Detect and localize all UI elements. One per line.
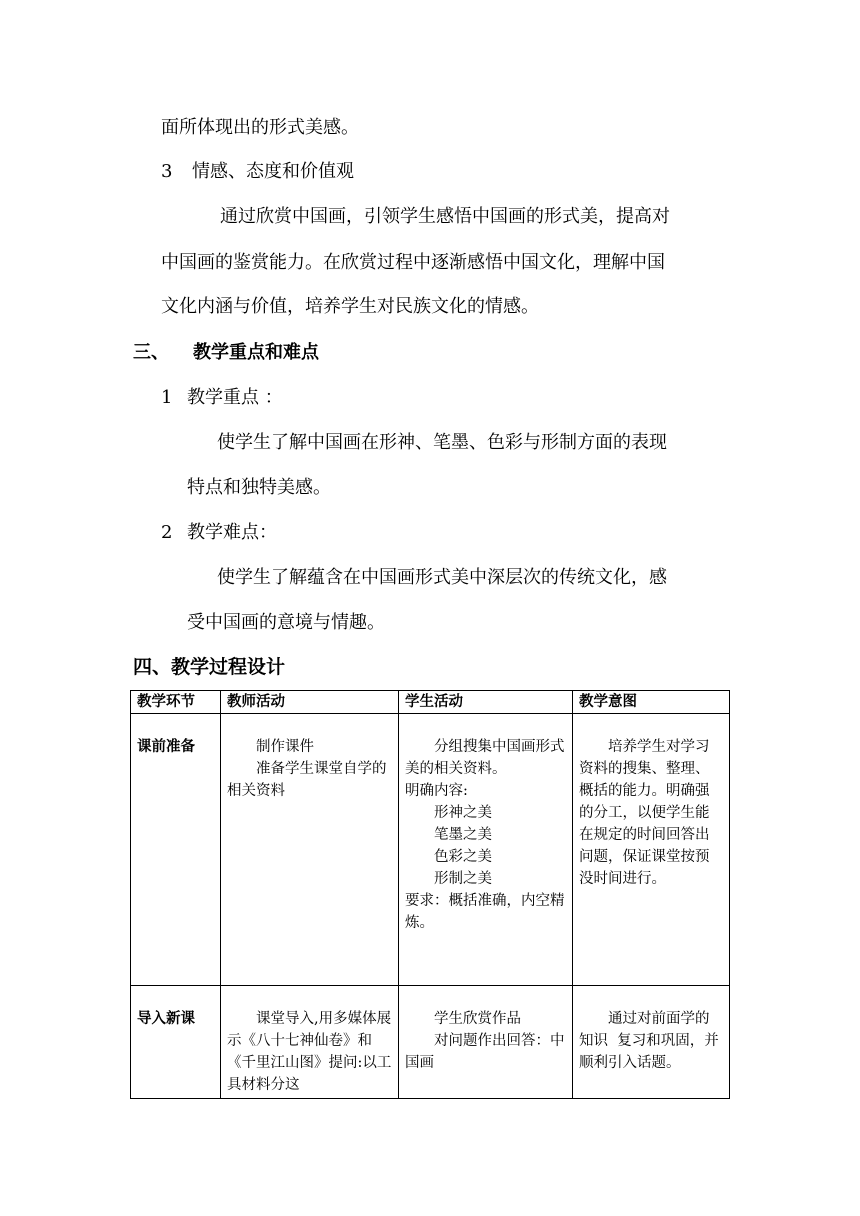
table-header-cell: 教师活动 xyxy=(221,691,399,714)
intent-cell: 培养学生对学习资料的搜集、整理、概括的能力。明确强的分工，以便学生能在规定的时间回答出问题，保证课堂按预没时间进行。 xyxy=(579,739,710,887)
section-heading: 教学重点和难点 xyxy=(193,342,319,363)
teacher-activity-cell: 课堂导入,用多媒体展示《八十七神仙卷》和《千里江山图》提问:以工具材料分这 xyxy=(227,1011,392,1093)
paragraph-text: 受中国画的意境与情趣。 xyxy=(187,612,385,633)
student-activity-cell: 分组搜集中国画形式美的相关资料。 明确内容: 形神之美 笔墨之美 色彩之美 形制之美 要求：概括准确，内空精炼。 xyxy=(405,739,565,931)
section-heading: 四、教学过程设计 xyxy=(133,656,286,678)
stage-cell: 课前准备 xyxy=(131,714,221,986)
intent-cell: 通过对前面学的知识 复习和巩固，并顺利引入话题。 xyxy=(579,1011,719,1071)
subsection-title: 情感、态度和价值观 xyxy=(192,161,354,182)
table-row xyxy=(131,714,730,986)
paragraph-text: 文化内涵与价值，培养学生对民族文化的情感。 xyxy=(161,296,539,317)
stage-cell: 导入新课 xyxy=(131,986,221,1099)
paragraph-text: 中国画的鉴赏能力。在欣赏过程中逐渐感悟中国文化，理解中国 xyxy=(161,252,665,273)
section-number: 三、 xyxy=(133,342,169,363)
subsection-title: 教学难点： xyxy=(187,522,277,543)
paragraph-text: 使学生了解中国画在形神、笔墨、色彩与形制方面的表现 xyxy=(217,432,667,453)
table-header-cell: 教学意图 xyxy=(573,691,730,714)
subsection-number: 3 xyxy=(161,161,173,182)
paragraph-text: 面所体现出的形式美感。 xyxy=(161,117,359,138)
student-activity-cell: 学生欣赏作品 对问题作出回答：中国画 xyxy=(405,1011,565,1071)
paragraph-text: 使学生了解蕴含在中国画形式美中深层次的传统文化，感 xyxy=(217,567,667,588)
subsection-number: 2 xyxy=(161,522,173,543)
table-header-cell: 学生活动 xyxy=(399,691,573,714)
teaching-process-table xyxy=(130,690,730,1099)
table-header-cell: 教学环节 xyxy=(131,691,221,714)
table-row xyxy=(131,986,730,1099)
subsection-number: 1 xyxy=(161,387,173,408)
paragraph-text: 特点和独特美感。 xyxy=(187,477,331,498)
paragraph-text: 通过欣赏中国画，引领学生感悟中国画的形式美，提高对 xyxy=(220,206,670,227)
table-header-row xyxy=(131,691,730,714)
subsection-title: 教学重点 ： xyxy=(187,387,283,408)
teacher-activity-cell: 制作课件 准备学生课堂自学的相关资料 xyxy=(227,739,387,799)
